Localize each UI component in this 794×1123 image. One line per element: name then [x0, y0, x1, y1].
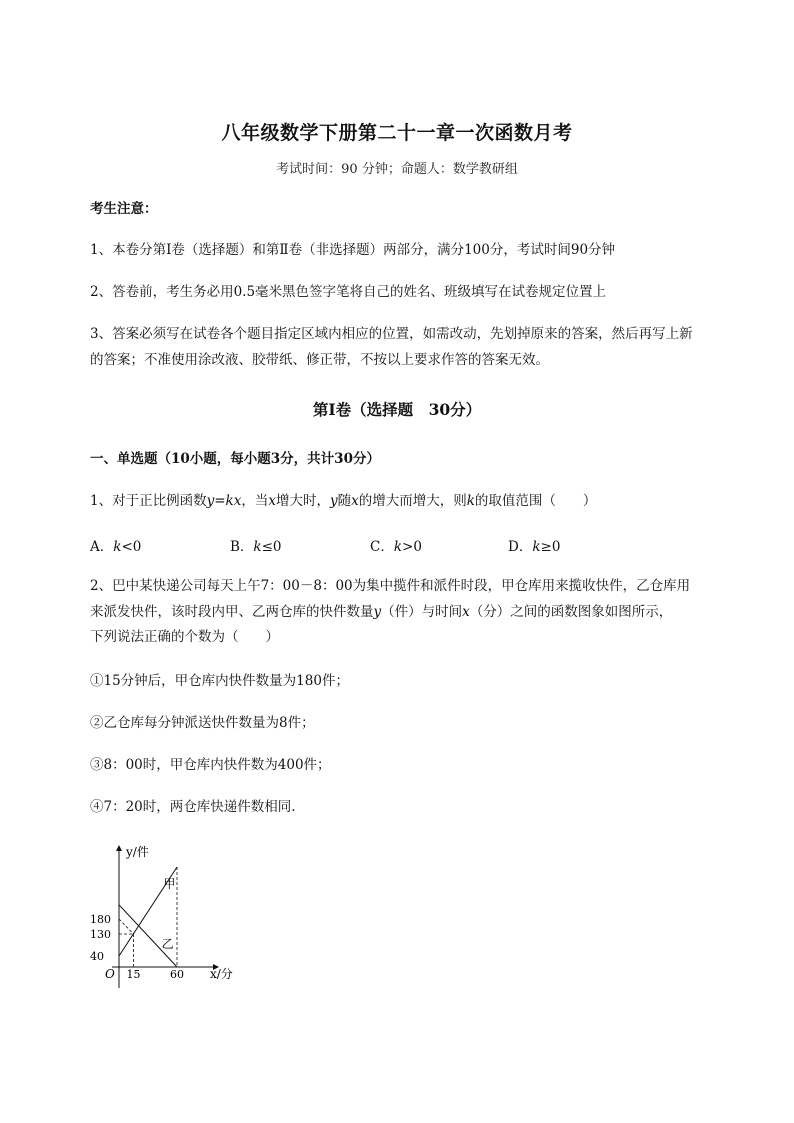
statement-2: ②乙仓库每分钟派送快件数量为8件；: [90, 715, 315, 731]
x-axis-label-text: x/分: [210, 967, 233, 981]
option-a-label: A．: [90, 539, 114, 555]
option-a-rel: <0: [121, 539, 142, 555]
q2-var-y: y: [373, 604, 382, 620]
question-1: [90, 488, 710, 514]
part1-title: 第I卷（选择题 30分）: [312, 400, 482, 419]
q1-option-d[interactable]: [508, 535, 560, 555]
origin-label: O: [105, 967, 115, 981]
statement-4: ④7：20时，两仓库快递件数相同.: [90, 799, 296, 815]
q2-var-x: x: [462, 604, 470, 620]
q1-text-a: 1、对于正比例函数: [90, 493, 207, 509]
question-2-line-1: 2、巴中某快递公司每天上午7：00－8：00为集中揽件和派件时段，甲仓库用来揽收快件，乙仓库用: [90, 578, 691, 594]
q1-eq: =: [214, 493, 226, 509]
option-c-label: C．: [370, 539, 394, 555]
option-c-var: k: [393, 539, 403, 555]
statement-3: ③8：00时，甲仓库内快件数为400件；: [90, 757, 331, 773]
x-tick-label-15: 15: [126, 968, 141, 981]
q1-text-e: 的增大而增大，则: [358, 493, 467, 509]
option-b-var: k: [253, 539, 262, 555]
q2-text-a: 来派发快件，该时段内甲、乙两仓库的快件数量: [90, 604, 374, 620]
q1-var-x1: x: [268, 493, 276, 509]
option-a-var: k: [113, 539, 122, 555]
notice-heading: 考生注意：: [90, 201, 158, 217]
q2-text-b: （件）与时间: [381, 604, 463, 620]
y-tick-label-130: 130: [90, 928, 111, 941]
q1-option-c[interactable]: [370, 535, 422, 555]
question-2-line-3: 下列说法正确的个数为（ ）: [90, 629, 279, 645]
option-b-label: B．: [230, 539, 254, 555]
q1-option-a[interactable]: [90, 535, 141, 555]
page-title: 八年级数学下册第二十一章一次函数月考: [221, 122, 573, 144]
section-heading: 一、单选题（10小题，每小题3分，共计30分）: [90, 451, 380, 467]
q1-var-kx: kx: [225, 493, 242, 509]
series-label-jia: 甲: [163, 876, 176, 891]
q1-var-k: k: [466, 493, 475, 509]
series-line-yi: [119, 905, 177, 967]
series-label-yi: 乙: [161, 937, 174, 952]
option-c-rel: >0: [402, 539, 422, 555]
q1-var-y1: y: [329, 493, 338, 509]
q1-text-d: 随: [337, 493, 352, 509]
q1-option-b[interactable]: [230, 535, 282, 555]
q1-text-c: 增大时，: [275, 493, 330, 509]
x-tick-label-60: 60: [170, 968, 184, 981]
option-d-label: D．: [508, 539, 533, 555]
option-d-var: k: [532, 539, 541, 555]
notice-item-3-line-1: 3、答案必须写在试卷各个题目指定区域内相应的位置，如需改动，先划掉原来的答案，然后再写上新: [90, 326, 693, 342]
statement-1: ①15分钟后，甲仓库内快件数量为180件；: [90, 673, 349, 689]
option-d-rel: ≥0: [540, 539, 561, 555]
q1-text-b: ，当: [241, 493, 269, 509]
y-tick-label-40: 40: [90, 950, 104, 963]
y-tick-label-180: 180: [90, 913, 111, 926]
notice-item-2: 2、答卷前，考生务必用0.5毫米黑色签字笔将自己的姓名、班级填写在试卷规定位置上: [90, 284, 607, 300]
q1-var-x2: x: [351, 493, 359, 509]
q1-text-f: 的取值范围（ ）: [474, 493, 597, 509]
page-subtitle: 考试时间：90 分钟；命题人：数学教研组: [276, 162, 518, 177]
question-2-line-2: [90, 599, 710, 625]
q1-var-y: y: [206, 493, 215, 509]
guide-y-180: [119, 919, 134, 934]
function-graph: [90, 838, 250, 988]
y-axis-label-text: y/件: [126, 845, 149, 859]
option-b-rel: ≤0: [261, 539, 282, 555]
notice-item-1: 1、本卷分第I卷（选择题）和第Ⅱ卷（非选择题）两部分，满分100分，考试时间90分钟: [90, 242, 616, 258]
notice-item-3-line-2: 的答案；不准使用涂改液、胶带纸、修正带，不按以上要求作答的答案无效。: [90, 352, 549, 368]
q2-text-c: （分）之间的函数图象如图所示，: [469, 604, 673, 620]
